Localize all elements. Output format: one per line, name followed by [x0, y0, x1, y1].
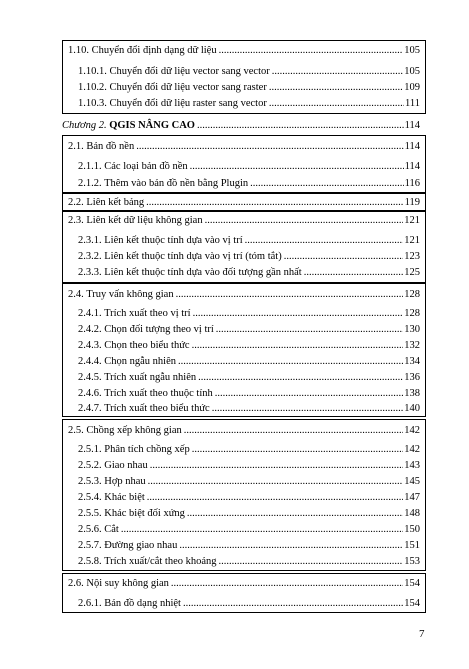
- toc-entry-title: Trích xuất ngẫu nhiên: [104, 372, 197, 383]
- chapter-title: QGIS NÂNG CAO: [109, 120, 195, 131]
- toc-entry-number: 2.2.: [68, 197, 84, 208]
- toc-entry-title: Đường giao nhau: [104, 540, 178, 551]
- toc-entry-title: Trích xuất theo biểu thức: [104, 403, 210, 414]
- toc-entry-title: Chuyển đổi định dạng dữ liệu: [91, 45, 217, 56]
- dot-leader: [198, 371, 403, 384]
- toc-entry-number: 1.10.1.: [78, 66, 107, 77]
- toc-entry-2-5-8[interactable]: [78, 555, 420, 568]
- dot-leader: [205, 214, 404, 227]
- toc-entry-page: 119: [404, 197, 420, 208]
- dot-leader: [192, 443, 404, 456]
- toc-entry-number: 2.3.3.: [78, 267, 102, 278]
- dot-leader: [176, 288, 404, 301]
- toc-entry-2-1-2[interactable]: [78, 177, 420, 190]
- toc-entry-page: 153: [404, 556, 420, 567]
- toc-entry-page: 151: [404, 540, 420, 551]
- toc-entry-number: 2.4.6.: [78, 388, 102, 399]
- toc-entry-number: 2.5.4.: [78, 492, 102, 503]
- toc-entry-title: Liên kết dữ liệu không gian: [86, 215, 203, 226]
- dot-leader: [304, 266, 404, 279]
- toc-entry-1-10-2[interactable]: [78, 81, 420, 94]
- toc-entry-2-4-2[interactable]: [78, 323, 420, 336]
- toc-entry-page: 147: [404, 492, 420, 503]
- toc-entry-title: Liên kết thuộc tính dựa vào đối tượng gần nhất: [104, 267, 302, 278]
- toc-entry-2-5-6[interactable]: [78, 523, 420, 536]
- toc-entry-number: 2.4.5.: [78, 372, 102, 383]
- toc-entry-number: 2.4.2.: [78, 324, 102, 335]
- toc-entry-title: Khác biệt: [104, 492, 145, 503]
- toc-entry-page: 123: [404, 251, 420, 262]
- toc-entry-title: Liên kết thuộc tính dựa vào vị trí: [104, 235, 243, 246]
- toc-entry-page: 154: [404, 578, 420, 589]
- toc-entry-2-4-6[interactable]: [78, 387, 420, 400]
- dot-leader: [148, 475, 404, 488]
- dot-leader: [192, 339, 404, 352]
- toc-entry-number: 2.5.1.: [78, 444, 102, 455]
- toc-entry-number: 1.10.: [68, 45, 89, 56]
- dot-leader: [216, 323, 403, 336]
- toc-entry-page: 140: [404, 403, 420, 414]
- toc-entry-page: 114: [404, 141, 420, 152]
- toc-entry-number: 2.1.1.: [78, 161, 102, 172]
- dot-leader: [171, 577, 403, 590]
- dot-leader: [215, 387, 404, 400]
- toc-entry-page: 145: [404, 476, 420, 487]
- toc-entry-page: 125: [404, 267, 420, 278]
- toc-entry-page: 138: [404, 388, 420, 399]
- dot-leader: [219, 555, 404, 568]
- toc-entry-title: Bản đồ nền: [86, 141, 135, 152]
- toc-entry-page: 105: [404, 66, 420, 77]
- toc-entry-number: 2.4.3.: [78, 340, 102, 351]
- toc-entry-title: Hợp nhau: [104, 476, 146, 487]
- toc-entry-number: 2.6.: [68, 578, 84, 589]
- toc-entry-number: 2.5.3.: [78, 476, 102, 487]
- toc-entry-number: 1.10.3.: [78, 98, 107, 109]
- toc-entry-2-3-3[interactable]: [78, 266, 420, 279]
- toc-entry-page: 121: [404, 215, 420, 226]
- toc-entry-number: 2.5.5.: [78, 508, 102, 519]
- toc-entry-title: Truy vấn không gian: [86, 289, 174, 300]
- toc-entry-page: 134: [404, 356, 420, 367]
- dot-leader: [272, 65, 404, 78]
- toc-entry-2-3-2[interactable]: [78, 250, 420, 263]
- toc-entry-title: Chọn đối tượng theo vị trí: [104, 324, 214, 335]
- dot-leader: [121, 523, 403, 536]
- dot-leader: [179, 539, 403, 552]
- toc-entry-page: 142: [404, 444, 420, 455]
- toc-entry-page: 111: [405, 98, 420, 109]
- toc-entry-page: 105: [404, 45, 420, 56]
- toc-entry-title: Chọn theo biểu thức: [104, 340, 190, 351]
- dot-leader: [190, 160, 404, 173]
- dot-leader: [250, 177, 404, 190]
- toc-entry-number: 2.4.: [68, 289, 84, 300]
- toc-entry-title: Chuyển đổi dữ liệu vector sang vector: [109, 66, 270, 77]
- dot-leader: [269, 97, 404, 110]
- toc-entry-2-5-2[interactable]: [78, 459, 420, 472]
- dot-leader: [136, 140, 403, 153]
- toc-entry-2-4-3[interactable]: [78, 339, 420, 352]
- toc-entry-page: 114: [404, 120, 420, 131]
- chapter-label: Chương 2.: [62, 120, 107, 131]
- dot-leader: [183, 597, 403, 610]
- toc-entry-2-4[interactable]: [68, 288, 420, 301]
- dot-leader: [187, 507, 403, 520]
- dot-leader: [146, 196, 404, 209]
- toc-entry-page: 128: [404, 289, 420, 300]
- toc-entry-2-2[interactable]: [68, 196, 420, 209]
- dot-leader: [147, 491, 403, 504]
- toc-entry-page: 142: [404, 425, 420, 436]
- toc-entry-title: Trích xuất theo thuộc tính: [104, 388, 213, 399]
- toc-entry-2-5-3[interactable]: [78, 475, 420, 488]
- toc-entry-title: Chuyển đổi dữ liệu vector sang raster: [109, 82, 267, 93]
- dot-leader: [245, 234, 404, 247]
- toc-entry-title: Chuyển đổi dữ liệu raster sang vector: [109, 98, 267, 109]
- toc-entry-1-10[interactable]: [68, 44, 420, 57]
- toc-entry-page: 136: [404, 372, 420, 383]
- toc-entry-2-5-5[interactable]: [78, 507, 420, 520]
- toc-entry-title: Khác biệt đối xứng: [104, 508, 185, 519]
- toc-entry-1-10-3[interactable]: [78, 97, 420, 110]
- toc-entry-page: 121: [404, 235, 420, 246]
- toc-entry-number: 1.10.2.: [78, 82, 107, 93]
- toc-entry-number: 2.4.1.: [78, 308, 102, 319]
- toc-entry-2-5-4[interactable]: [78, 491, 420, 504]
- toc-entry-title: Bản đồ dạng nhiệt: [104, 598, 181, 609]
- toc-entry-title: Thêm vào bản đồ nền bằng Plugin: [104, 178, 249, 189]
- toc-entry-2-3-1[interactable]: [78, 234, 420, 247]
- toc-entry-page: 150: [404, 524, 420, 535]
- toc-entry-page: 148: [404, 508, 420, 519]
- toc-entry-title: Liên kết thuộc tính dựa vào vị trí (tóm tắt): [104, 251, 282, 262]
- toc-entry-2-5-1[interactable]: [78, 443, 420, 456]
- toc-entry-number: 2.5.7.: [78, 540, 102, 551]
- toc-entry-title: Chồng xếp không gian: [86, 425, 182, 436]
- toc-entry-number: 2.4.7.: [78, 403, 102, 414]
- dot-leader: [184, 424, 404, 437]
- toc-entry-2-1[interactable]: [68, 140, 420, 153]
- toc-entry-number: 2.3.1.: [78, 235, 102, 246]
- toc-entry-title: Liên kết bảng: [86, 197, 145, 208]
- toc-entry-page: 128: [404, 308, 420, 319]
- toc-entry-2-4-5[interactable]: [78, 371, 420, 384]
- dot-leader: [197, 119, 404, 132]
- toc-entry-number: 2.3.2.: [78, 251, 102, 262]
- toc-entry-2-5[interactable]: [68, 424, 420, 437]
- toc-entry-2-6[interactable]: [68, 577, 420, 590]
- toc-entry-number: 2.3.: [68, 215, 84, 226]
- toc-entry-2-1-1[interactable]: [78, 160, 420, 173]
- toc-entry-number: 2.1.: [68, 141, 84, 152]
- toc-entry-page: 130: [404, 324, 420, 335]
- dot-leader: [284, 250, 404, 263]
- toc-entry-page: 143: [404, 460, 420, 471]
- toc-entry-2-4-4[interactable]: [78, 355, 420, 368]
- toc-entry-title: Giao nhau: [104, 460, 148, 471]
- toc-entry-title: Chọn ngẫu nhiên: [104, 356, 176, 367]
- dot-leader: [269, 81, 403, 94]
- dot-leader: [178, 355, 403, 368]
- toc-entry-number: 2.5.2.: [78, 460, 102, 471]
- toc-entry-title: Phân tích chồng xếp: [104, 444, 190, 455]
- dot-leader: [150, 459, 404, 472]
- dot-leader: [212, 402, 404, 415]
- toc-entry-2-3[interactable]: [68, 214, 420, 227]
- toc-entry-number: 2.5.: [68, 425, 84, 436]
- page-number: 7: [419, 628, 425, 640]
- toc-entry-page: 114: [404, 161, 420, 172]
- toc-entry-page: 154: [404, 598, 420, 609]
- toc-entry-2-4-7[interactable]: [78, 402, 420, 415]
- toc-entry-1-10-1[interactable]: [78, 65, 420, 78]
- toc-entry-page: 132: [404, 340, 420, 351]
- toc-entry-title: Các loại bản đồ nền: [104, 161, 188, 172]
- toc-entry-title: Nội suy không gian: [86, 578, 169, 589]
- toc-entry-title: Trích xuất/cắt theo khoảng: [104, 556, 217, 567]
- toc-entry-number: 2.5.6.: [78, 524, 102, 535]
- toc-entry-page: 109: [404, 82, 420, 93]
- toc-entry-number: 2.4.4.: [78, 356, 102, 367]
- toc-entry-2-4-1[interactable]: [78, 307, 420, 320]
- toc-entry-number: 2.1.2.: [78, 178, 102, 189]
- dot-leader: [219, 44, 404, 57]
- toc-entry-2-6-1[interactable]: [78, 597, 420, 610]
- toc-chapter-2[interactable]: [62, 119, 420, 132]
- toc-entry-page: 116: [404, 178, 420, 189]
- toc-entry-number: 2.5.8.: [78, 556, 102, 567]
- toc-entry-title: Trích xuất theo vị trí: [104, 308, 191, 319]
- dot-leader: [193, 307, 404, 320]
- toc-entry-number: 2.6.1.: [78, 598, 102, 609]
- toc-entry-title: Cắt: [104, 524, 119, 535]
- toc-entry-2-5-7[interactable]: [78, 539, 420, 552]
